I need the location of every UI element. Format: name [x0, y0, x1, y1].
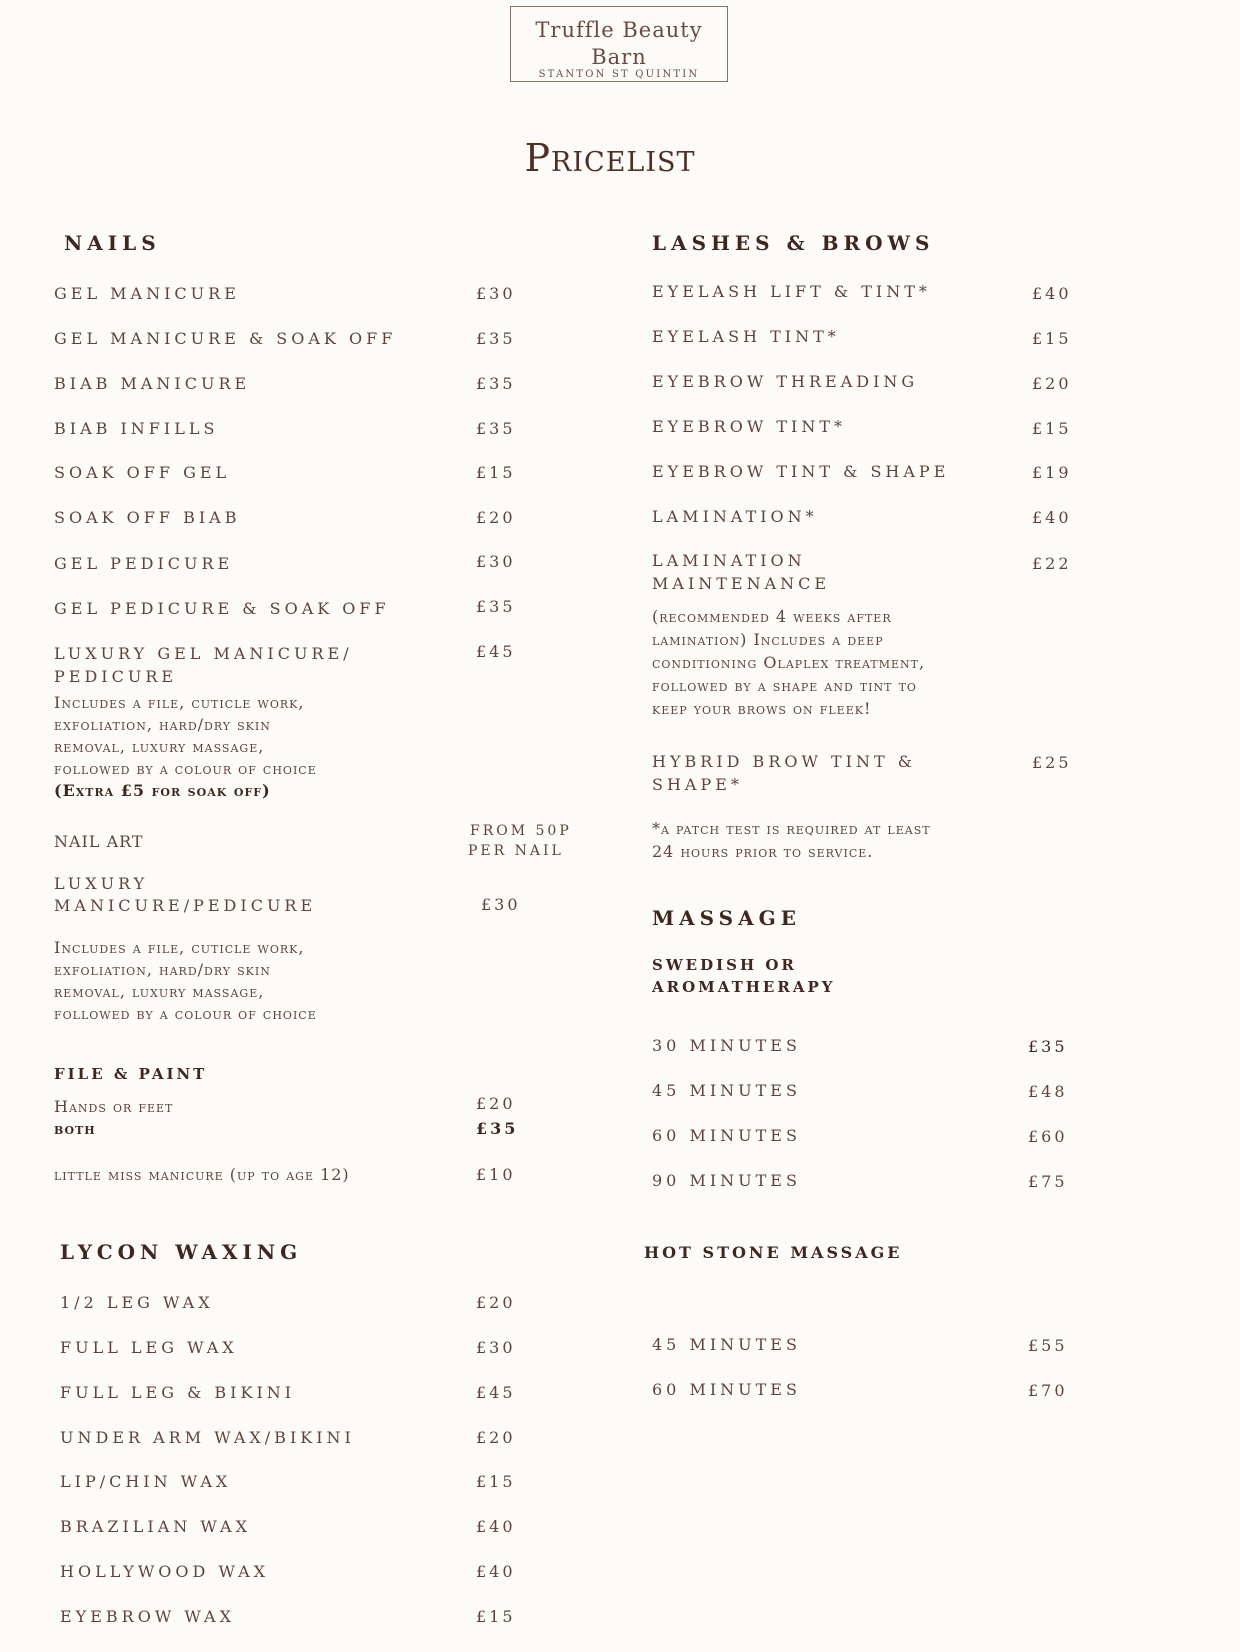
list-item: GEL MANICURE & SOAK OFF [54, 329, 397, 348]
hybrid-name-line2: SHAPE* [652, 775, 743, 794]
hybrid-price: £25 [1032, 753, 1072, 772]
nail-art-name: NAIL ART [54, 832, 144, 851]
lam-maint-name-line1: LAMINATION [652, 551, 806, 570]
item-price: £40 [1032, 508, 1072, 527]
list-item: HOLLYWOOD WAX [60, 1562, 270, 1581]
item-price: £35 [476, 597, 516, 616]
luxury-gel-name-line2: PEDICURE [54, 667, 178, 686]
item-price: £35 [1028, 1037, 1068, 1056]
luxury-desc-4: followed by a colour of choice [54, 1004, 317, 1023]
file-paint-both-price: £35 [476, 1119, 519, 1138]
luxury-desc-2: exfoliation, hard/dry skin [54, 960, 271, 979]
logo-location-text: STANTON ST QUINTIN [536, 69, 703, 80]
lashes-heading: LASHES & BROWS [652, 231, 935, 255]
item-price: £55 [1028, 1336, 1068, 1355]
lam-maint-name-line2: MAINTENANCE [652, 574, 831, 593]
hybrid-name-line1: HYBRID BROW TINT & [652, 752, 916, 771]
item-price: £35 [476, 374, 516, 393]
waxing-heading: LYCON WAXING [60, 1240, 303, 1264]
item-price: £75 [1028, 1172, 1068, 1191]
lam-maint-desc-4: followed by a shape and tint to [652, 676, 917, 695]
list-item: 90 MINUTES [652, 1171, 801, 1190]
item-price: £15 [476, 1472, 516, 1491]
luxury-gel-desc-2: exfoliation, hard/dry skin [54, 715, 271, 734]
massage-sub-line1: SWEDISH OR [652, 956, 797, 974]
item-price: £35 [476, 329, 516, 348]
logo-location [510, 69, 728, 80]
list-item: EYEBROW TINT & SHAPE [652, 462, 950, 481]
item-price: £30 [476, 552, 516, 571]
patch-note-1: *a patch test is required at least [652, 819, 931, 838]
list-item: SOAK OFF BIAB [54, 508, 241, 527]
lam-maint-desc-2: lamination) Includes a deep [652, 630, 884, 649]
item-price: £15 [1032, 419, 1072, 438]
list-item: EYEBROW THREADING [652, 372, 919, 391]
massage-heading: MASSAGE [652, 906, 801, 930]
list-item: 30 MINUTES [652, 1036, 801, 1055]
list-item: GEL MANICURE [54, 284, 240, 303]
item-price: £20 [476, 508, 516, 527]
list-item: SOAK OFF GEL [54, 463, 231, 482]
list-item: BIAB MANICURE [54, 374, 251, 393]
luxury-desc-3: removal, luxury massage, [54, 982, 265, 1001]
item-price: £20 [476, 1293, 516, 1312]
file-paint-hands-label: Hands or feet [54, 1097, 174, 1116]
list-item: 45 MINUTES [652, 1335, 801, 1354]
list-item: BIAB INFILLS [54, 419, 219, 438]
item-price: £20 [476, 1428, 516, 1447]
list-item: FULL LEG & BIKINI [60, 1383, 296, 1402]
item-price: £40 [476, 1562, 516, 1581]
file-paint-hands-price: £20 [476, 1094, 516, 1113]
luxury-desc-1: Includes a file, cuticle work, [54, 938, 305, 957]
logo-name: Truffle Beauty Barn [535, 18, 703, 69]
list-item: 1/2 LEG WAX [60, 1293, 214, 1312]
item-price: £40 [476, 1517, 516, 1536]
item-price: £35 [476, 419, 516, 438]
lam-maint-desc-5: keep your brows on fleek! [652, 699, 872, 718]
list-item: LIP/CHIN WAX [60, 1472, 232, 1491]
list-item: BRAZILIAN WAX [60, 1517, 251, 1536]
list-item: UNDER ARM WAX/BIKINI [60, 1428, 355, 1447]
list-item: EYEBROW WAX [60, 1607, 235, 1626]
item-price: £15 [476, 1607, 516, 1626]
item-price: £48 [1028, 1082, 1068, 1101]
little-miss-name: little miss manicure (up to age 12) [54, 1165, 350, 1184]
item-price: £60 [1028, 1127, 1068, 1146]
patch-note-2: 24 hours prior to service. [652, 842, 874, 861]
lam-maint-price: £22 [1032, 554, 1072, 573]
luxury-name-line2: MANICURE/PEDICURE [54, 896, 317, 915]
list-item: 60 MINUTES [652, 1380, 801, 1399]
little-miss-price: £10 [476, 1165, 516, 1184]
luxury-gel-name-line1: LUXURY GEL MANICURE/ [54, 644, 353, 663]
list-item: LAMINATION* [652, 507, 818, 526]
nail-art-price-line2: PER NAIL [468, 843, 564, 859]
lam-maint-desc-3: conditioning Olaplex treatment, [652, 653, 926, 672]
list-item: 45 MINUTES [652, 1081, 801, 1100]
hot-stone-heading: HOT STONE MASSAGE [644, 1243, 903, 1262]
item-price: £40 [1032, 284, 1072, 303]
item-price: £70 [1028, 1381, 1068, 1400]
lam-maint-desc-1: (recommended 4 weeks after [652, 607, 892, 626]
item-price: £20 [1032, 374, 1072, 393]
luxury-gel-desc-1: Includes a file, cuticle work, [54, 693, 305, 712]
file-paint-heading: FILE & PAINT [54, 1065, 208, 1083]
luxury-price: £30 [481, 895, 521, 914]
item-price: £15 [1032, 329, 1072, 348]
item-price: £19 [1032, 463, 1072, 482]
list-item: FULL LEG WAX [60, 1338, 238, 1357]
massage-sub-line2: AROMATHERAPY [652, 978, 836, 996]
nail-art-price-line1: FROM 50P [470, 823, 572, 839]
luxury-gel-extra: (Extra £5 for soak off) [54, 781, 271, 800]
luxury-gel-desc-3: removal, luxury massage, [54, 737, 265, 756]
list-item: 60 MINUTES [652, 1126, 801, 1145]
item-price: £30 [476, 1338, 516, 1357]
luxury-gel-price: £45 [476, 642, 516, 661]
list-item: GEL PEDICURE [54, 554, 234, 573]
list-item: GEL PEDICURE & SOAK OFF [54, 599, 390, 618]
item-price: £15 [476, 463, 516, 482]
luxury-gel-desc-4: followed by a colour of choice [54, 759, 317, 778]
item-price: £45 [476, 1383, 516, 1402]
page-title: Pricelist [524, 136, 696, 180]
nails-heading: NAILS [64, 231, 161, 255]
luxury-name-line1: LUXURY [54, 874, 149, 893]
list-item: EYEBROW TINT* [652, 417, 847, 436]
list-item: EYELASH TINT* [652, 327, 840, 346]
list-item: EYELASH LIFT & TINT* [652, 282, 931, 301]
item-price: £30 [476, 284, 516, 303]
file-paint-both-label: both [54, 1119, 96, 1138]
